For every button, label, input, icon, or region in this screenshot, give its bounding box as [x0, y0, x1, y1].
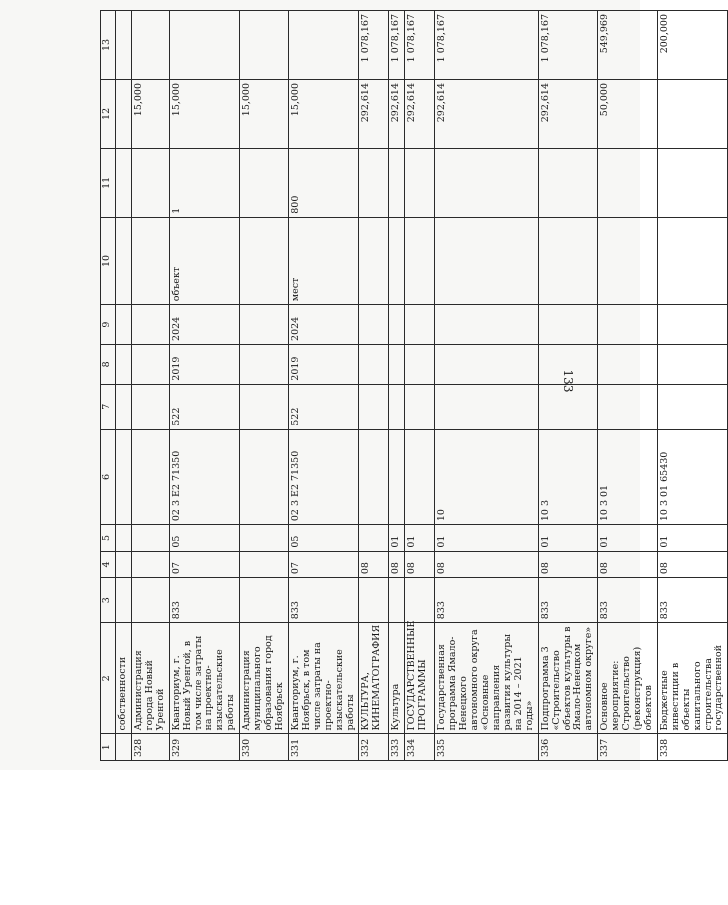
- header-cell: 2: [101, 623, 116, 734]
- cell-col-1: 335: [435, 734, 538, 761]
- cell-col-6: 10 3 01: [598, 429, 658, 524]
- cell-col-7: [116, 384, 132, 429]
- cell-col-12: 15,000: [288, 79, 359, 148]
- cell-col-5: 01: [538, 525, 598, 552]
- cell-col-2: собственности: [116, 623, 132, 734]
- cell-col-2: Подпрограмма 3 «Строительство объектов культуры в Ямало-Ненецком автономном округе»: [538, 623, 598, 734]
- cell-col-4: 08: [538, 551, 598, 578]
- cell-col-8: [657, 344, 728, 384]
- cell-col-3: [240, 578, 289, 623]
- cell-col-12: 292,614: [435, 79, 538, 148]
- header-cell: 9: [101, 305, 116, 345]
- cell-col-1: 333: [389, 734, 405, 761]
- cell-col-12: 50,000: [598, 79, 658, 148]
- cell-col-6: 02 3 E2 71350: [169, 429, 240, 524]
- cell-col-5: [359, 525, 389, 552]
- cell-col-12: 292,614: [389, 79, 405, 148]
- cell-col-12: 292,614: [538, 79, 598, 148]
- cell-col-6: 10 3: [538, 429, 598, 524]
- cell-col-11: [657, 148, 728, 217]
- cell-col-3: 833: [538, 578, 598, 623]
- cell-col-12: 292,614: [359, 79, 389, 148]
- header-cell: 7: [101, 384, 116, 429]
- cell-col-2: Кванториум, г. Новый Уренгой, в том числе затраты на проектно-изыскательские работы: [169, 623, 240, 734]
- cell-col-13: 200,000: [657, 11, 728, 80]
- cell-col-1: 338: [657, 734, 728, 761]
- cell-col-5: 05: [169, 525, 240, 552]
- cell-col-8: 2019: [288, 344, 359, 384]
- cell-col-8: [240, 344, 289, 384]
- cell-col-3: [359, 578, 389, 623]
- cell-col-2: Бюджетные инвестиции в объекты капитального строительства государственной: [657, 623, 728, 734]
- cell-col-3: [405, 578, 435, 623]
- budget-table: [100, 10, 728, 761]
- cell-col-3: 833: [598, 578, 658, 623]
- cell-col-9: [131, 305, 169, 345]
- cell-col-10: [240, 217, 289, 304]
- cell-col-4: 08: [598, 551, 658, 578]
- cell-col-9: [435, 305, 538, 345]
- cell-col-10: объект: [169, 217, 240, 304]
- cell-col-6: 10: [435, 429, 538, 524]
- cell-col-6: 10 3 01 65430: [657, 429, 728, 524]
- cell-col-3: 833: [288, 578, 359, 623]
- cell-col-4: 08: [359, 551, 389, 578]
- cell-col-5: [240, 525, 289, 552]
- cell-col-7: [240, 384, 289, 429]
- header-cell: 3: [101, 578, 116, 623]
- cell-col-5: [131, 525, 169, 552]
- header-cell: 11: [101, 148, 116, 217]
- cell-col-11: [405, 148, 435, 217]
- cell-col-13: 1 078,167: [405, 11, 435, 80]
- cell-col-13: 1 078,167: [538, 11, 598, 80]
- cell-col-5: 01: [389, 525, 405, 552]
- cell-col-3: 833: [435, 578, 538, 623]
- cell-col-8: [116, 344, 132, 384]
- cell-col-1: [116, 734, 132, 761]
- cell-col-7: 522: [288, 384, 359, 429]
- table-row: [240, 11, 289, 761]
- cell-col-9: 2024: [288, 305, 359, 345]
- cell-col-7: [435, 384, 538, 429]
- cell-col-13: 1 078,167: [389, 11, 405, 80]
- table-row: [131, 11, 169, 761]
- cell-col-11: [435, 148, 538, 217]
- cell-col-9: [389, 305, 405, 345]
- cell-col-3: [131, 578, 169, 623]
- cell-col-12: [116, 79, 132, 148]
- cell-col-8: [598, 344, 658, 384]
- cell-col-12: 15,000: [240, 79, 289, 148]
- table-row: [657, 11, 728, 761]
- cell-col-2: КУЛЬТУРА, КИНЕМАТОГРАФИЯ: [359, 623, 389, 734]
- cell-col-4: 08: [405, 551, 435, 578]
- cell-col-12: [657, 79, 728, 148]
- cell-col-1: 332: [359, 734, 389, 761]
- cell-col-9: [405, 305, 435, 345]
- cell-col-9: [598, 305, 658, 345]
- cell-col-4: [116, 551, 132, 578]
- cell-col-1: 329: [169, 734, 240, 761]
- cell-col-12: 15,000: [131, 79, 169, 148]
- cell-col-9: [116, 305, 132, 345]
- cell-col-13: 1 078,167: [359, 11, 389, 80]
- cell-col-13: [116, 11, 132, 80]
- cell-col-4: 08: [389, 551, 405, 578]
- cell-col-8: [538, 344, 598, 384]
- cell-col-8: [131, 344, 169, 384]
- cell-col-1: 331: [288, 734, 359, 761]
- table-row: [359, 11, 389, 761]
- cell-col-11: [598, 148, 658, 217]
- cell-col-7: [405, 384, 435, 429]
- cell-col-11: [240, 148, 289, 217]
- cell-col-9: [657, 305, 728, 345]
- cell-col-10: [389, 217, 405, 304]
- cell-col-10: [538, 217, 598, 304]
- cell-col-1: 336: [538, 734, 598, 761]
- cell-col-2: Основное мероприятие: Строительство (реконструкция) объектов: [598, 623, 658, 734]
- cell-col-9: [240, 305, 289, 345]
- cell-col-4: [131, 551, 169, 578]
- cell-col-6: [389, 429, 405, 524]
- cell-col-3: 833: [657, 578, 728, 623]
- cell-col-10: [131, 217, 169, 304]
- cell-col-10: [116, 217, 132, 304]
- cell-col-11: [359, 148, 389, 217]
- cell-col-8: [359, 344, 389, 384]
- table-row: [169, 11, 240, 761]
- cell-col-6: [359, 429, 389, 524]
- cell-col-6: [240, 429, 289, 524]
- cell-col-2: Администрация города Новый Уренгой: [131, 623, 169, 734]
- cell-col-3: 833: [169, 578, 240, 623]
- cell-col-13: 549,969: [598, 11, 658, 80]
- cell-col-3: [116, 578, 132, 623]
- cell-col-2: ГОСУДАРСТВЕННЫЕ ПРОГРАММЫ: [405, 623, 435, 734]
- cell-col-3: [389, 578, 405, 623]
- header-cell: 8: [101, 344, 116, 384]
- cell-col-9: [359, 305, 389, 345]
- cell-col-6: 02 3 E2 71350: [288, 429, 359, 524]
- cell-col-11: [131, 148, 169, 217]
- table-row: [288, 11, 359, 761]
- cell-col-10: мест: [288, 217, 359, 304]
- header-cell: 10: [101, 217, 116, 304]
- header-cell: 13: [101, 11, 116, 80]
- header-cell: 4: [101, 551, 116, 578]
- cell-col-10: [657, 217, 728, 304]
- cell-col-5: [116, 525, 132, 552]
- cell-col-9: [538, 305, 598, 345]
- table-row: [435, 11, 538, 761]
- cell-col-6: [405, 429, 435, 524]
- cell-col-2: Кванториум, г. Ноябрьск, в том числе затраты на проектно-изыскательские работы: [288, 623, 359, 734]
- cell-col-11: [389, 148, 405, 217]
- cell-col-11: [116, 148, 132, 217]
- cell-col-4: 07: [169, 551, 240, 578]
- cell-col-1: 330: [240, 734, 289, 761]
- cell-col-10: [405, 217, 435, 304]
- cell-col-12: 292,614: [405, 79, 435, 148]
- header-cell: 1: [101, 734, 116, 761]
- cell-col-5: 01: [405, 525, 435, 552]
- table-row: [538, 11, 598, 761]
- cell-col-7: [538, 384, 598, 429]
- cell-col-4: 07: [288, 551, 359, 578]
- table-row: [389, 11, 405, 761]
- cell-col-4: 08: [657, 551, 728, 578]
- header-cell: 5: [101, 525, 116, 552]
- cell-col-6: [131, 429, 169, 524]
- page-number: 133: [561, 369, 575, 393]
- cell-col-8: [389, 344, 405, 384]
- cell-col-13: [288, 11, 359, 80]
- cell-col-7: [657, 384, 728, 429]
- cell-col-5: 01: [657, 525, 728, 552]
- cell-col-13: [240, 11, 289, 80]
- header-cell: 6: [101, 429, 116, 524]
- cell-col-11: [538, 148, 598, 217]
- header-row: [101, 11, 116, 761]
- cell-col-10: [435, 217, 538, 304]
- cell-col-1: 334: [405, 734, 435, 761]
- cell-col-7: [131, 384, 169, 429]
- cell-col-8: 2019: [169, 344, 240, 384]
- cell-col-13: [131, 11, 169, 80]
- header-cell: 12: [101, 79, 116, 148]
- cell-col-1: 328: [131, 734, 169, 761]
- cell-col-2: Администрация муниципального образования город Ноябрьск: [240, 623, 289, 734]
- table-row: [116, 11, 132, 761]
- cell-col-10: [598, 217, 658, 304]
- cell-col-9: 2024: [169, 305, 240, 345]
- cell-col-11: 1: [169, 148, 240, 217]
- cell-col-7: 522: [169, 384, 240, 429]
- table-row: [598, 11, 658, 761]
- cell-col-8: [435, 344, 538, 384]
- cell-col-7: [359, 384, 389, 429]
- cell-col-5: 01: [435, 525, 538, 552]
- cell-col-4: 08: [435, 551, 538, 578]
- cell-col-1: 337: [598, 734, 658, 761]
- cell-col-13: 1 078,167: [435, 11, 538, 80]
- cell-col-5: 05: [288, 525, 359, 552]
- cell-col-11: 800: [288, 148, 359, 217]
- cell-col-2: Культура: [389, 623, 405, 734]
- cell-col-4: [240, 551, 289, 578]
- cell-col-12: 15,000: [169, 79, 240, 148]
- cell-col-6: [116, 429, 132, 524]
- table-row: [405, 11, 435, 761]
- cell-col-5: 01: [598, 525, 658, 552]
- cell-col-7: [598, 384, 658, 429]
- cell-col-10: [359, 217, 389, 304]
- cell-col-13: [169, 11, 240, 80]
- cell-col-7: [389, 384, 405, 429]
- cell-col-2: Государственная программа Ямало-Ненецкого автономного округа «Основные направления развития культуры на 2014 – 2021 годы»: [435, 623, 538, 734]
- cell-col-8: [405, 344, 435, 384]
